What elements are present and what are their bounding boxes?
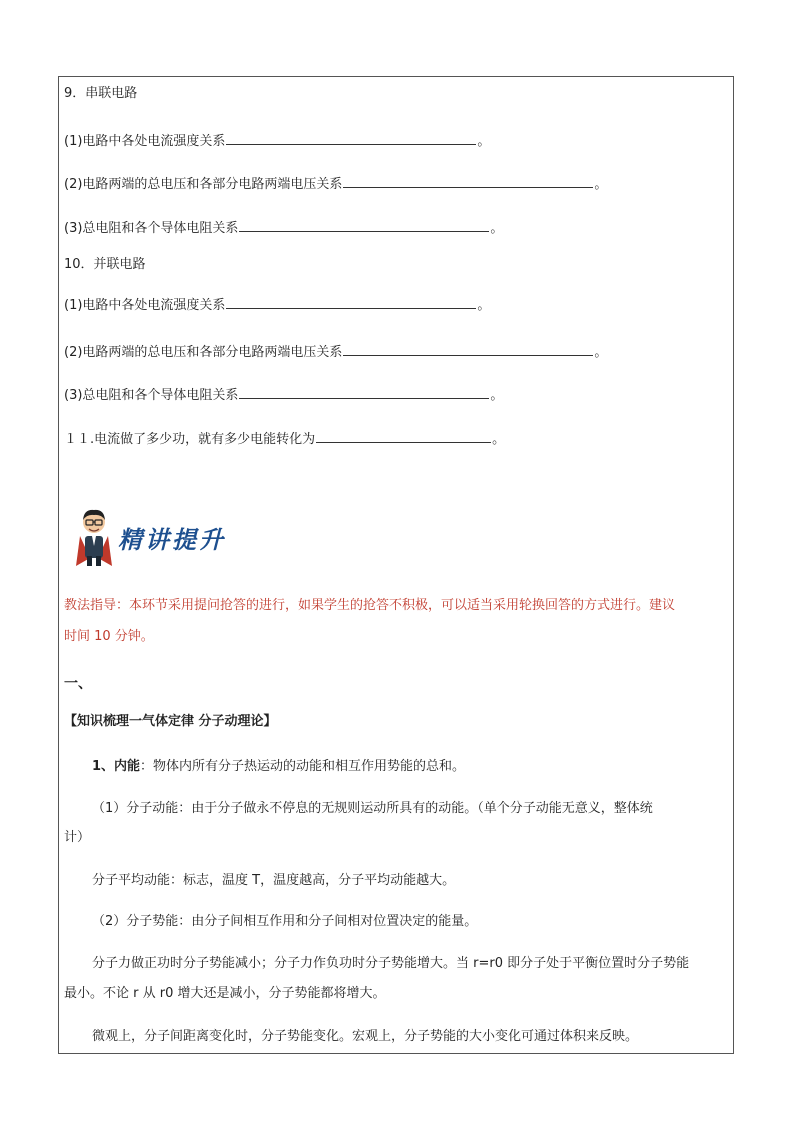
teaching-line-2-text: 时间 10 分钟。 xyxy=(64,629,154,644)
kinetic-line-2 xyxy=(64,830,90,846)
teacher-mascot-icon xyxy=(74,506,114,568)
avg-kinetic xyxy=(92,873,455,889)
section-10-q3-text: (3)总电阻和各个导体电阻关系 xyxy=(64,388,239,403)
force-line-2 xyxy=(64,986,386,1002)
knowledge-heading-text: 【知识梳理一气体定律 分子动理论】 xyxy=(64,714,277,729)
potential-text: （2）分子势能：由分子间相互作用和分子间相对位置决定的能量。 xyxy=(92,914,478,929)
knowledge-heading xyxy=(64,714,277,730)
answer-blank[interactable] xyxy=(316,430,491,443)
section-10-q2-text: (2)电路两端的总电压和各部分电路两端电压关系 xyxy=(64,345,343,360)
section-9-q1-text: (1)电路中各处电流强度关系 xyxy=(64,134,226,149)
macro xyxy=(92,1029,638,1045)
section-10-q3 xyxy=(64,386,503,404)
kinetic-line-1-text: （1）分子动能：由于分子做永不停息的无规则运动所具有的动能。（单个分子动能无意义，整体统 xyxy=(92,801,653,816)
kinetic-line-1 xyxy=(92,801,653,817)
section-9-q3-text: (3)总电阻和各个导体电阻关系 xyxy=(64,221,239,236)
force-line-1-text: 分子力做正功时分子势能减小；分子力作负功时分子势能增大。当 r=r0 即分子处于平衡位置时分子势能 xyxy=(92,956,690,971)
teaching-line-1-text: 教法指导：本环节采用提问抢答的进行，如果学生的抢答不积极，可以适当采用轮换回答的方式进行。建议 xyxy=(64,598,676,613)
section-9-q2 xyxy=(64,175,607,193)
answer-blank[interactable] xyxy=(239,386,489,399)
part-label xyxy=(64,676,92,692)
teaching-line-1 xyxy=(64,598,675,614)
answer-blank[interactable] xyxy=(239,219,489,232)
period: 。 xyxy=(594,345,608,360)
period: 。 xyxy=(492,432,506,447)
section-9-q3 xyxy=(64,219,503,237)
item-1-label: 1、内能 xyxy=(92,759,141,774)
section-9-q1 xyxy=(64,132,490,150)
section-10-title xyxy=(64,257,146,273)
part-label-text: 一、 xyxy=(64,676,92,692)
section-10-q2 xyxy=(64,343,607,361)
macro-text: 微观上，分子间距离变化时，分子势能变化。宏观上，分子势能的大小变化可通过体积来反映。 xyxy=(92,1029,639,1044)
section-11 xyxy=(64,430,505,448)
avg-kinetic-text: 分子平均动能：标志，温度 T，温度越高，分子平均动能越大。 xyxy=(92,873,456,888)
section-11-text: １１.电流做了多少功，就有多少电能转化为 xyxy=(64,432,316,447)
answer-blank[interactable] xyxy=(343,343,593,356)
period: 。 xyxy=(477,298,491,313)
item-1-text: ：物体内所有分子热运动的动能和相互作用势能的总和。 xyxy=(140,759,466,774)
potential xyxy=(92,914,477,930)
section-10-q1 xyxy=(64,296,490,314)
jingjiang-banner xyxy=(74,506,254,568)
period: 。 xyxy=(477,134,491,149)
period: 。 xyxy=(594,177,608,192)
kinetic-line-2-text: 计） xyxy=(64,830,91,845)
force-line-1 xyxy=(92,956,689,972)
banner-title: 精讲提升 xyxy=(118,525,226,554)
section-9-title xyxy=(64,86,137,102)
section-9-title-text: 9．串联电路 xyxy=(64,86,138,101)
section-9-q2-text: (2)电路两端的总电压和各部分电路两端电压关系 xyxy=(64,177,343,192)
section-10-title-text: 10．并联电路 xyxy=(64,257,146,272)
force-line-2-text: 最小。不论 r 从 r0 增大还是减小，分子势能都将增大。 xyxy=(64,986,386,1001)
period: 。 xyxy=(490,221,504,236)
item-1 xyxy=(92,759,465,775)
section-10-q1-text: (1)电路中各处电流强度关系 xyxy=(64,298,226,313)
answer-blank[interactable] xyxy=(343,175,593,188)
answer-blank[interactable] xyxy=(226,132,476,145)
answer-blank[interactable] xyxy=(226,296,476,309)
period: 。 xyxy=(490,388,504,403)
teaching-line-2 xyxy=(64,629,154,645)
